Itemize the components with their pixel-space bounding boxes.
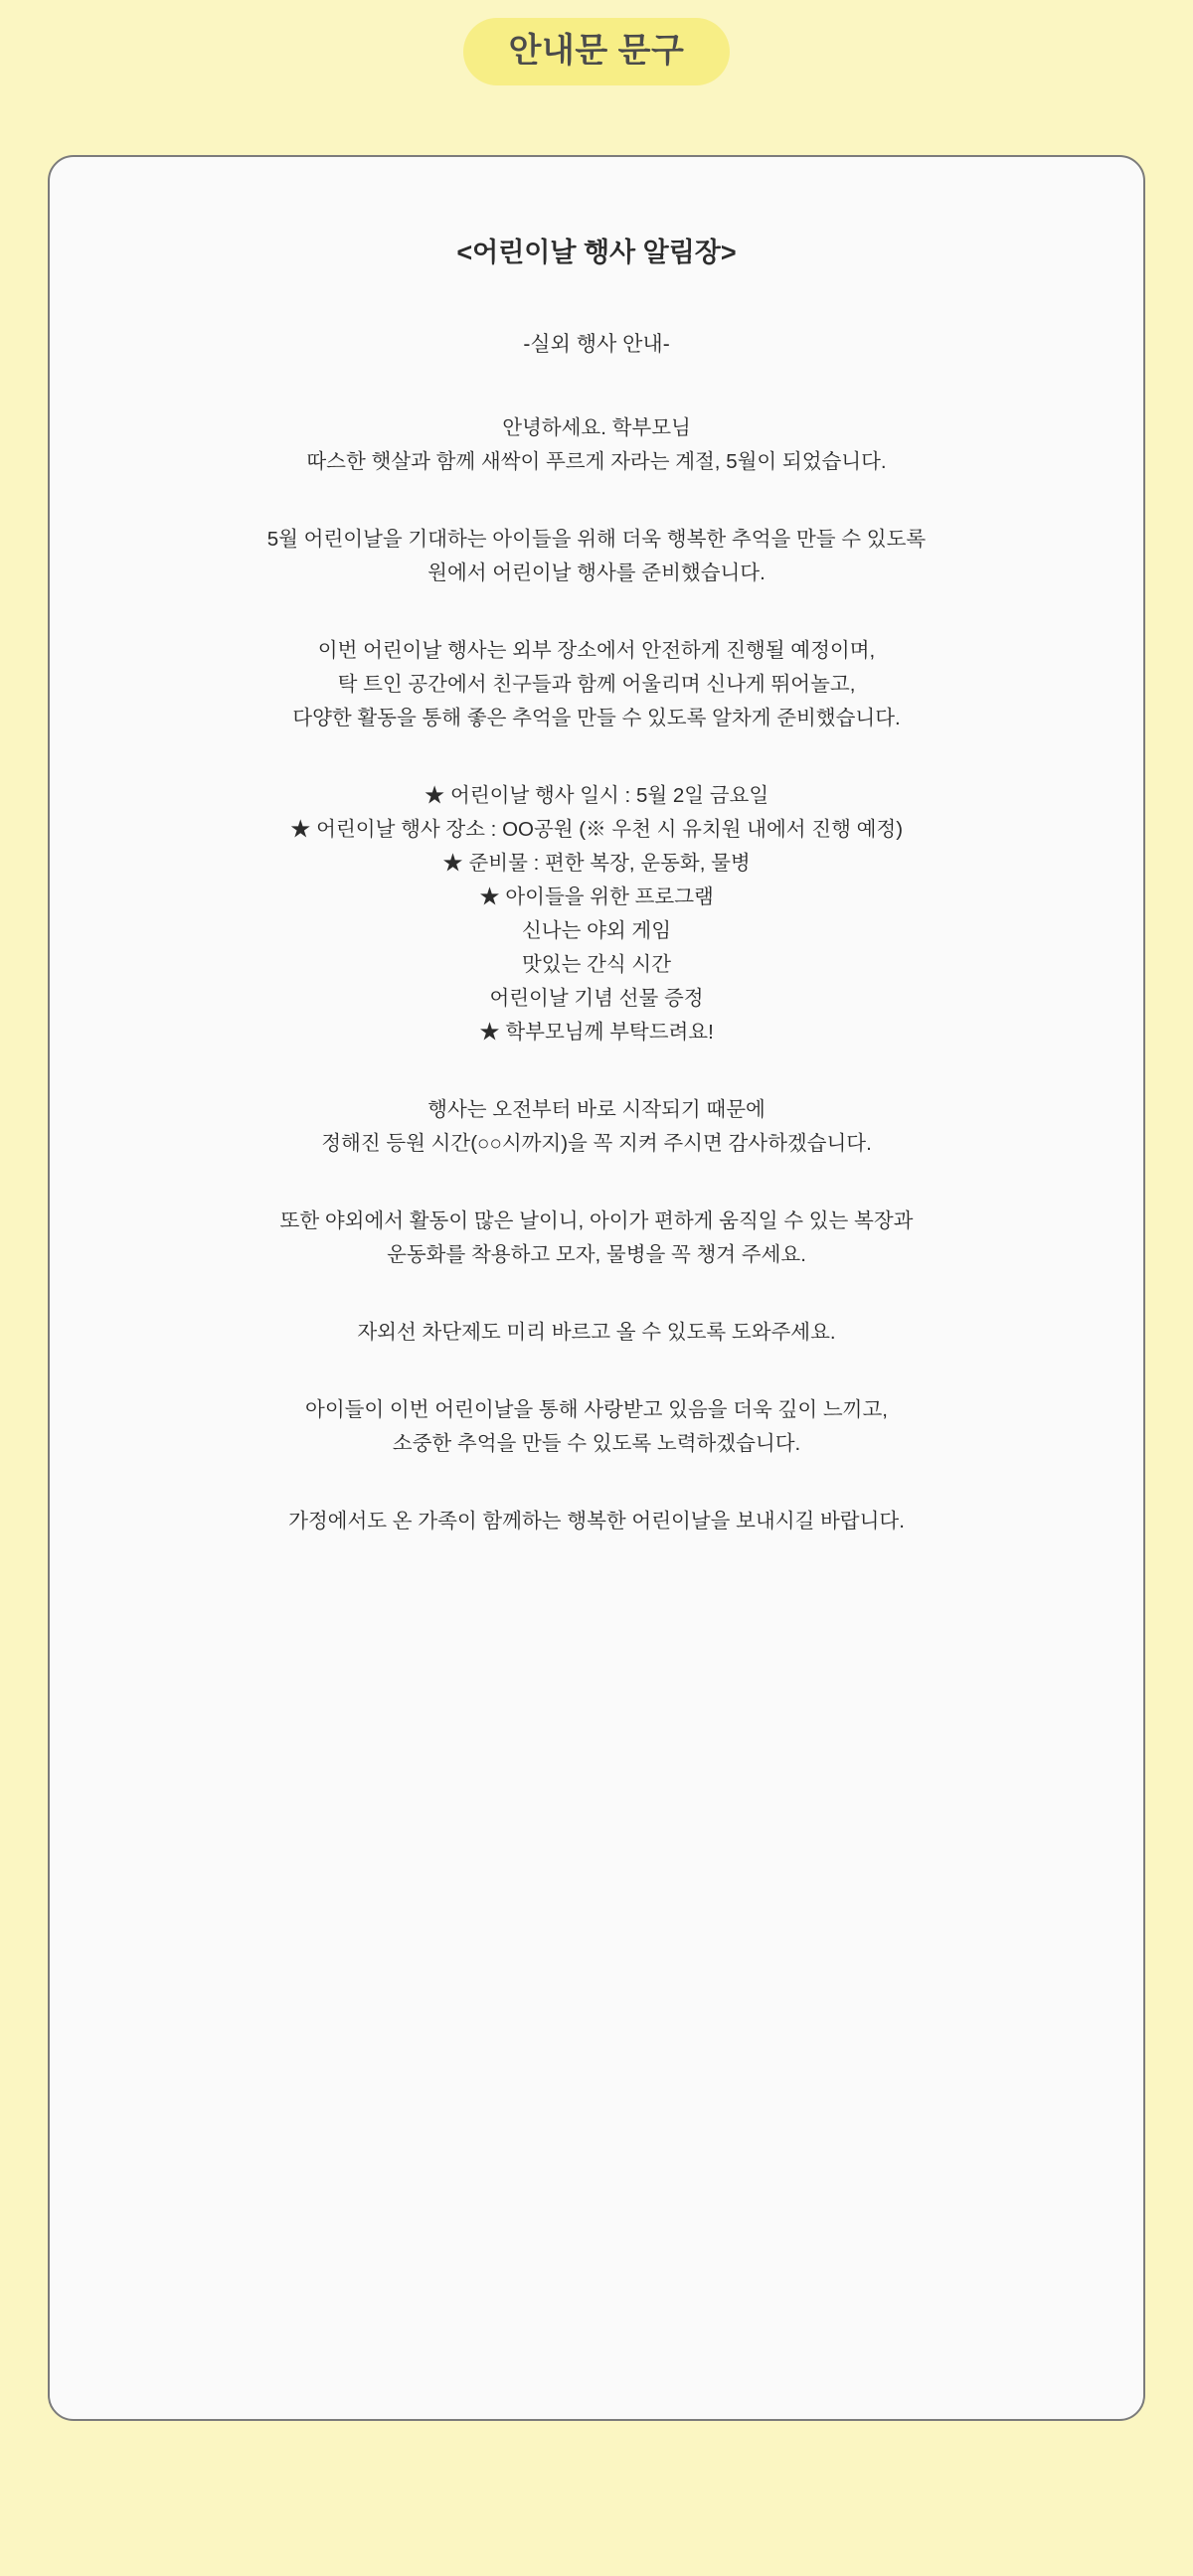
notice-card xyxy=(48,155,1145,2421)
text-line: 탁 트인 공간에서 친구들과 함께 어울리며 신나게 뛰어놀고, xyxy=(337,673,856,696)
text-line: 자외선 차단제도 미리 바르고 올 수 있도록 도와주세요. xyxy=(357,1321,836,1344)
text-line: 다양한 활동을 통해 좋은 추억을 만들 수 있도록 알차게 준비했습니다. xyxy=(292,707,901,729)
detail-item: ★ 학부모님께 부탁드려요! xyxy=(479,1021,714,1044)
program-item: 어린이날 기념 선물 증정 xyxy=(489,987,704,1010)
detail-item: ★ 어린이날 행사 일시 : 5월 2일 금요일 xyxy=(424,784,769,807)
program-item: 맛있는 간식 시간 xyxy=(521,953,671,976)
spacer xyxy=(89,590,1104,634)
paragraph-details xyxy=(89,779,1104,1049)
text-line: 또한 야외에서 활동이 많은 날이니, 아이가 편하게 움직일 수 있는 복장과 xyxy=(279,1209,914,1232)
notice-heading: <어린이날 행사 알림장> xyxy=(456,238,737,267)
text-line: 5월 어린이날을 기대하는 아이들을 위해 더욱 행복한 추억을 만들 수 있도록 xyxy=(266,528,927,551)
program-item: 신나는 야외 게임 xyxy=(521,919,671,942)
text-line: 소중한 추억을 만들 수 있도록 노력하겠습니다. xyxy=(392,1432,801,1455)
text-line: 정해진 등원 시간(○○시까지)을 꼭 지켜 주시면 감사하겠습니다. xyxy=(321,1132,872,1155)
spacer xyxy=(89,1461,1104,1505)
detail-item: ★ 어린이날 행사 장소 : OO공원 (※ 우천 시 유치원 내에서 진행 예정) xyxy=(289,818,904,841)
text-line: 아이들이 이번 어린이날을 통해 사랑받고 있음을 더욱 깊이 느끼고, xyxy=(305,1398,888,1421)
paragraph-closing-2 xyxy=(89,1505,1104,1538)
detail-item: ★ 아이들을 위한 프로그램 xyxy=(479,886,714,908)
paragraph-plan xyxy=(89,634,1104,735)
notice-body xyxy=(89,233,1104,1538)
paragraph-sunscreen-notice xyxy=(89,1316,1104,1350)
text-line: 따스한 햇살과 함께 새싹이 푸르게 자라는 계절, 5월이 되었습니다. xyxy=(306,450,887,473)
paragraph-greeting xyxy=(89,411,1104,479)
spacer xyxy=(89,1272,1104,1316)
text-line: 행사는 오전부터 바로 시작되기 때문에 xyxy=(427,1098,766,1121)
text-line: 가정에서도 온 가족이 함께하는 행복한 어린이날을 보내시길 바랍니다. xyxy=(288,1510,905,1532)
spacer xyxy=(89,479,1104,523)
spacer xyxy=(89,735,1104,779)
notice-card-wrap xyxy=(0,85,1193,2481)
paragraph-closing-1 xyxy=(89,1393,1104,1461)
notice-subheading: -실외 행사 안내- xyxy=(523,332,670,356)
page-title: 안내문 문구 xyxy=(508,32,685,70)
text-line: 안녕하세요. 학부모님 xyxy=(502,416,691,439)
spacer xyxy=(89,1350,1104,1393)
paragraph-intro xyxy=(89,523,1104,590)
badge-row xyxy=(0,0,1193,85)
spacer xyxy=(89,1049,1104,1093)
text-line: 이번 어린이날 행사는 외부 장소에서 안전하게 진행될 예정이며, xyxy=(317,639,876,662)
paragraph-time-notice xyxy=(89,1093,1104,1161)
paragraph-clothing-notice xyxy=(89,1205,1104,1272)
page-title-badge xyxy=(463,18,731,85)
text-line: 운동화를 착용하고 모자, 물병을 꼭 챙겨 주세요. xyxy=(387,1243,806,1266)
detail-item: ★ 준비물 : 편한 복장, 운동화, 물병 xyxy=(442,852,751,875)
spacer xyxy=(89,360,1104,411)
text-line: 원에서 어린이날 행사를 준비했습니다. xyxy=(427,562,766,584)
spacer xyxy=(89,1161,1104,1205)
